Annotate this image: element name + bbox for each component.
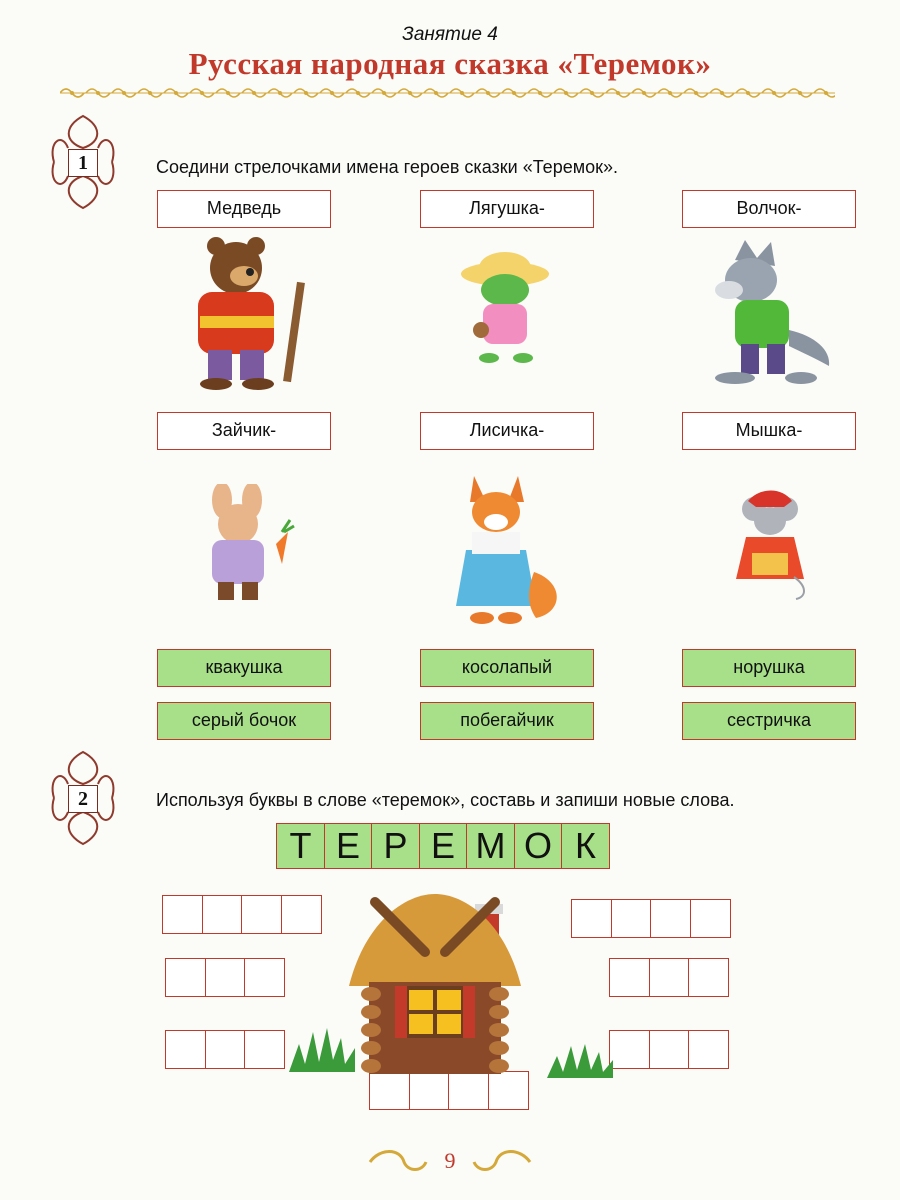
epithet-box-3[interactable]: норушка	[682, 649, 856, 687]
letter-cell: Т	[276, 823, 325, 869]
page-number: 9	[444, 1148, 456, 1173]
word-teremok	[276, 823, 609, 869]
letter-cell: К	[561, 823, 610, 869]
hare-illustration	[190, 484, 300, 612]
epithet-box-2[interactable]: косолапый	[420, 649, 594, 687]
bush-illustration	[545, 1040, 615, 1080]
answer-cell[interactable]	[205, 958, 246, 997]
answer-cell[interactable]	[571, 899, 612, 938]
answer-cell[interactable]	[649, 958, 690, 997]
letter-cell: М	[466, 823, 515, 869]
answer-cell[interactable]	[649, 1030, 690, 1069]
epithet-box-4[interactable]: серый бочок	[157, 702, 331, 740]
answer-cell[interactable]	[690, 899, 731, 938]
task1-instruction: Соедини стрелочками имена героев сказки «Теремок».	[156, 157, 618, 177]
answer-row-5[interactable]	[609, 958, 728, 997]
name-box-frog[interactable]: Лягушка-	[420, 190, 594, 228]
answer-cell[interactable]	[650, 899, 691, 938]
answer-cell[interactable]	[281, 895, 322, 934]
answer-cell[interactable]	[165, 1030, 206, 1069]
name-box-bear[interactable]: Медведь	[157, 190, 331, 228]
letter-cell: Р	[371, 823, 420, 869]
letter-cell: Е	[324, 823, 373, 869]
wolf-illustration	[705, 240, 835, 386]
answer-row-2[interactable]	[165, 958, 284, 997]
name-box-hare[interactable]: Зайчик-	[157, 412, 331, 450]
ornament-rule-icon	[60, 84, 835, 102]
answer-row-3[interactable]	[165, 1030, 284, 1069]
answer-cell[interactable]	[688, 1030, 729, 1069]
task-number: 1	[68, 149, 98, 177]
epithet-box-6[interactable]: сестричка	[682, 702, 856, 740]
page-title: Русская народная сказка «Теремок»	[188, 46, 712, 81]
teremok-hut-illustration	[345, 882, 525, 1082]
epithet-box-1[interactable]: квакушка	[157, 649, 331, 687]
task2-instruction: Используя буквы в слове «теремок», составь и запиши новые слова.	[156, 790, 735, 810]
lesson-label: Занятие 4	[402, 24, 498, 45]
answer-row-4[interactable]	[571, 899, 729, 938]
answer-cell[interactable]	[688, 958, 729, 997]
answer-cell[interactable]	[162, 895, 203, 934]
name-box-wolf[interactable]: Волчок-	[682, 190, 856, 228]
mouse-illustration	[734, 487, 810, 603]
task-number: 2	[68, 785, 98, 813]
answer-cell[interactable]	[609, 958, 650, 997]
frog-illustration	[455, 246, 555, 370]
epithet-box-5[interactable]: побегайчик	[420, 702, 594, 740]
name-box-fox[interactable]: Лисичка-	[420, 412, 594, 450]
answer-cell[interactable]	[165, 958, 206, 997]
task-badge-2	[44, 748, 122, 848]
answer-row-6[interactable]	[609, 1030, 728, 1069]
answer-cell[interactable]	[241, 895, 282, 934]
answer-cell[interactable]	[202, 895, 243, 934]
name-box-mouse[interactable]: Мышка-	[682, 412, 856, 450]
task-badge-1	[44, 112, 122, 212]
fox-illustration	[456, 472, 564, 626]
answer-cell[interactable]	[611, 899, 652, 938]
answer-cell[interactable]	[609, 1030, 650, 1069]
answer-cell[interactable]	[244, 1030, 285, 1069]
bear-illustration	[178, 232, 318, 392]
answer-row-1[interactable]	[162, 895, 320, 934]
answer-cell[interactable]	[205, 1030, 246, 1069]
answer-cell[interactable]	[244, 958, 285, 997]
letter-cell: О	[514, 823, 563, 869]
letter-cell: Е	[419, 823, 468, 869]
